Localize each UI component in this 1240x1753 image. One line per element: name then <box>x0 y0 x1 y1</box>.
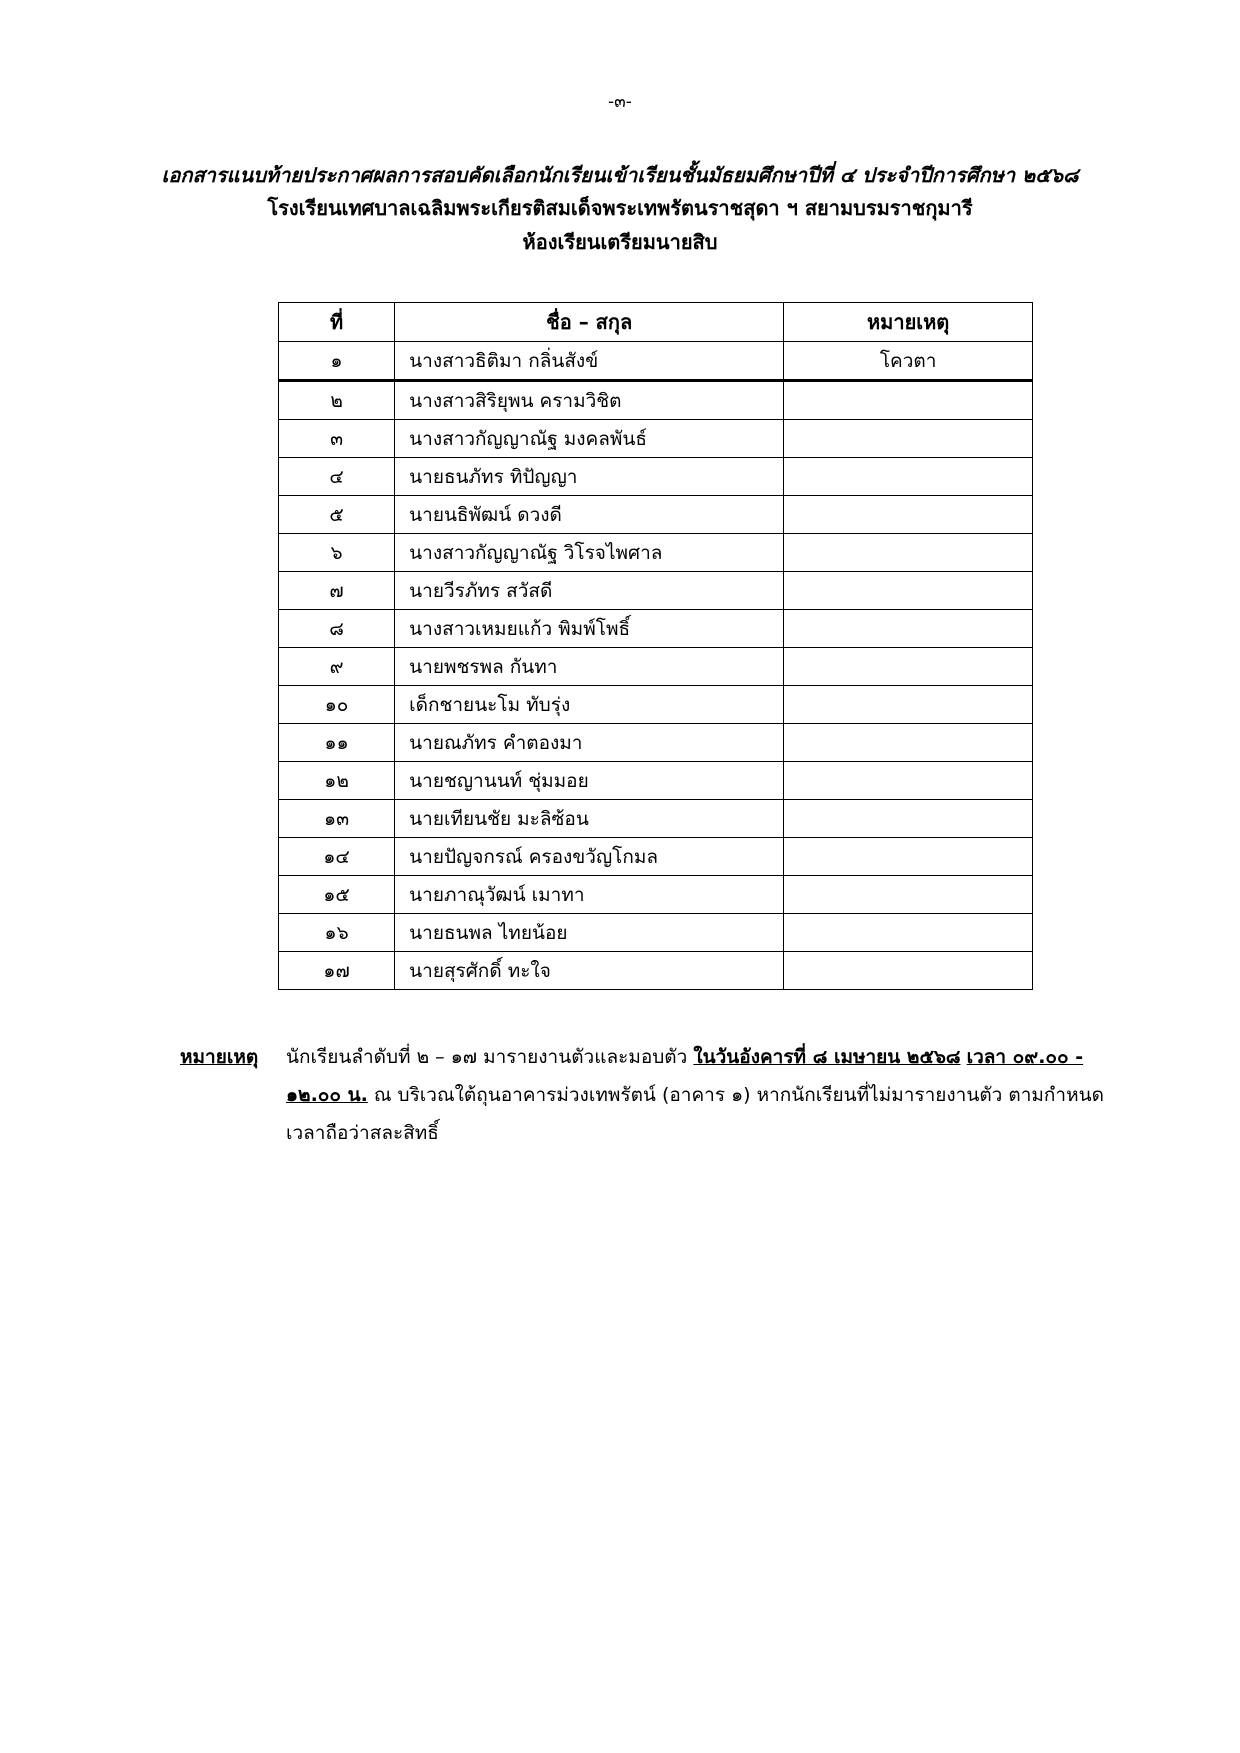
row-number: ๑๔ <box>279 838 395 876</box>
row-number: ๙ <box>279 648 395 686</box>
table-row <box>279 686 1033 724</box>
remark-time: เวลา ๐๙.๐๐ - ๑๒.๐๐ น. <box>286 1046 1084 1106</box>
school-name: โรงเรียนเทศบาลเฉลิมพระเกียรติสมเด็จพระเทพรัตนราชสุดา ฯ สยามบรมราชกุมารี <box>267 196 973 220</box>
table-row <box>279 762 1033 800</box>
student-name: นายเทียนชัย มะลิซ้อน <box>395 800 784 838</box>
table-row <box>279 610 1033 648</box>
row-note <box>784 420 1033 458</box>
row-note <box>784 914 1033 952</box>
table-row <box>279 876 1033 914</box>
row-number: ๒ <box>279 381 395 420</box>
student-name: นางสาวสิริยุพน ครามวิชิต <box>395 381 784 420</box>
student-name: นายพชรพล กันทา <box>395 648 784 686</box>
row-note <box>784 572 1033 610</box>
row-note <box>784 876 1033 914</box>
table-row <box>279 648 1033 686</box>
table-row <box>279 496 1033 534</box>
row-number: ๓ <box>279 420 395 458</box>
remark-part2: ณ บริเวณใต้ถุนอาคารม่วงเทพรัตน์ (อาคาร ๑) หากนักเรียนที่ไม่มารายงานตัว ตามกำหนดเวลาถือว่าสละสิทธิ์ <box>286 1084 1104 1144</box>
row-number: ๑๒ <box>279 762 395 800</box>
student-name: นายณภัทร คำตองมา <box>395 724 784 762</box>
row-number: ๑๓ <box>279 800 395 838</box>
header-no: ที่ <box>279 303 395 342</box>
row-note <box>784 381 1033 420</box>
document-title: เอกสารแนบท้ายประกาศผลการสอบคัดเลือกนักเรียนเข้าเรียนชั้นมัธยมศึกษาปีที่ ๔ ประจำปีการศึกษา ๒๕๖๘ <box>161 163 1079 187</box>
row-note <box>784 800 1033 838</box>
student-name: เด็กชายนะโม ทับรุ่ง <box>395 686 784 724</box>
student-name: นายธนภัทร ทิปัญญา <box>395 458 784 496</box>
row-note <box>784 534 1033 572</box>
student-name: นายชญานนท์ ชุ่มมอย <box>395 762 784 800</box>
row-note <box>784 648 1033 686</box>
student-name: นางสาวเหมยแก้ว พิมพ์โพธิ์ <box>395 610 784 648</box>
table-row <box>279 342 1033 381</box>
student-name: นางสาวธิติมา กลิ่นสังข์ <box>395 342 784 381</box>
row-number: ๑๖ <box>279 914 395 952</box>
classroom-name: ห้องเรียนเตรียมนายสิบ <box>522 230 718 254</box>
row-number: ๕ <box>279 496 395 534</box>
row-number: ๘ <box>279 610 395 648</box>
table-row <box>279 534 1033 572</box>
row-number: ๑๕ <box>279 876 395 914</box>
row-note <box>784 952 1033 990</box>
student-name: นายสุรศักดิ์ ทะใจ <box>395 952 784 990</box>
table-row <box>279 572 1033 610</box>
student-name: นายปัญจกรณ์ ครองขวัญโกมล <box>395 838 784 876</box>
remark-text <box>286 1038 1130 1152</box>
header-note: หมายเหตุ <box>784 303 1033 342</box>
student-name: นายภาณุวัฒน์ เมาทา <box>395 876 784 914</box>
table-row <box>279 420 1033 458</box>
row-number: ๑ <box>279 342 395 381</box>
student-table <box>278 302 1033 990</box>
table-row <box>279 458 1033 496</box>
table-row <box>279 914 1033 952</box>
table-row <box>279 724 1033 762</box>
table-row <box>279 838 1033 876</box>
row-note <box>784 686 1033 724</box>
remark-date: ในวันอังคารที่ ๘ เมษายน ๒๕๖๘ <box>693 1046 961 1068</box>
row-note: โควตา <box>784 342 1033 381</box>
row-number: ๖ <box>279 534 395 572</box>
remark-part1: นักเรียนลำดับที่ ๒ – ๑๗ มารายงานตัวและมอบตัว <box>286 1046 694 1068</box>
table-row <box>279 952 1033 990</box>
table-row <box>279 381 1033 420</box>
remark-section <box>180 1038 1130 1152</box>
student-name: นายวีรภัทร สวัสดี <box>395 572 784 610</box>
row-note <box>784 838 1033 876</box>
table-header-row <box>279 303 1033 342</box>
header-name: ชื่อ – สกุล <box>395 303 784 342</box>
student-name: นายธนพล ไทยน้อย <box>395 914 784 952</box>
remark-label: หมายเหตุ <box>180 1046 259 1068</box>
student-name: นางสาวกัญญาณัฐ มงคลพันธ์ <box>395 420 784 458</box>
student-name: นายนธิพัฒน์ ดวงดี <box>395 496 784 534</box>
table-row <box>279 800 1033 838</box>
row-number: ๑๑ <box>279 724 395 762</box>
row-note <box>784 762 1033 800</box>
row-note <box>784 496 1033 534</box>
page-number: -๓- <box>608 92 632 112</box>
row-number: ๑๗ <box>279 952 395 990</box>
row-note <box>784 724 1033 762</box>
student-name: นางสาวกัญญาณัฐ วิโรจไพศาล <box>395 534 784 572</box>
row-number: ๔ <box>279 458 395 496</box>
row-note <box>784 610 1033 648</box>
row-number: ๑๐ <box>279 686 395 724</box>
table-body <box>279 342 1033 990</box>
row-note <box>784 458 1033 496</box>
row-number: ๗ <box>279 572 395 610</box>
